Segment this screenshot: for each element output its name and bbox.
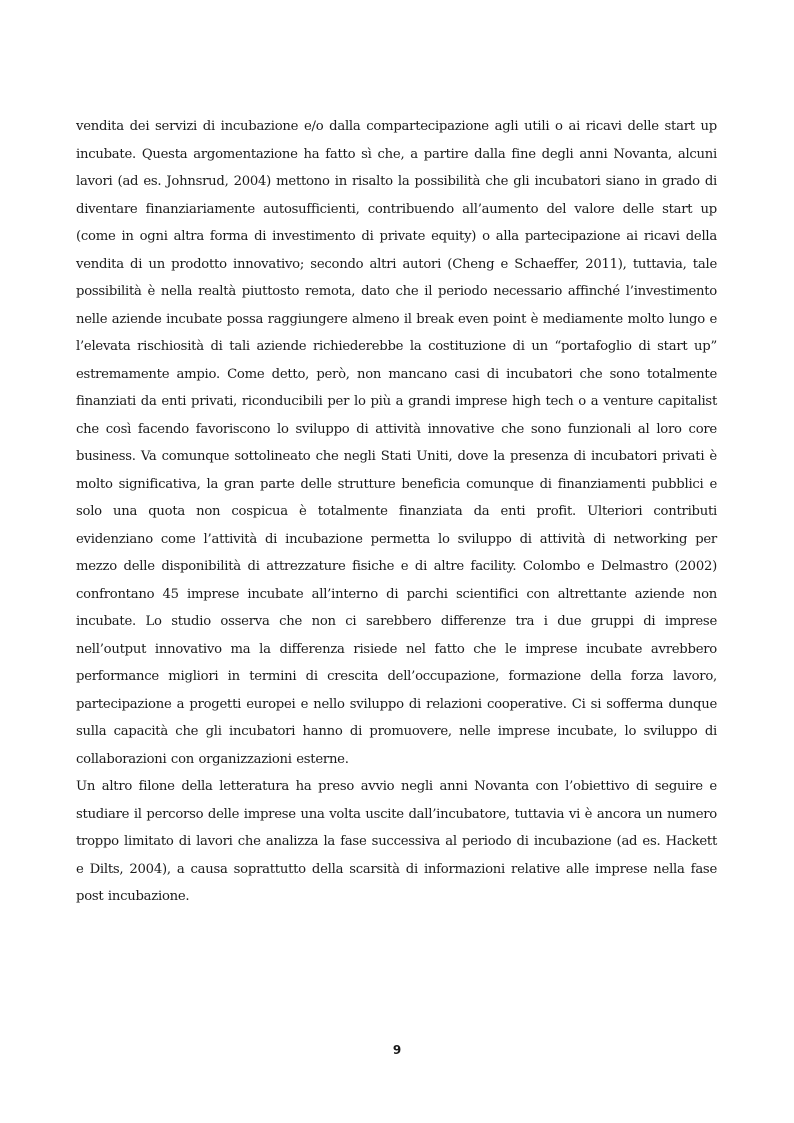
body-text bbox=[76, 113, 717, 911]
paragraph-incubator-funding: vendita dei servizi di incubazione e/o dalla compartecipazione agli utili o ai ricavi delle start up incubate. Questa argomentazione ha fatto sì che, a partire dalla fine degli anni Novanta, alcuni lavori (ad es. Johnsrud, 2004) mettono in risalto la possibilità che gli incubatori siano in grado di diventare finanziariamente autosufficienti, contribuendo all’aumento del valore delle start up (come in ogni altra forma di investimento di private equity) o alla partecipazione ai ricavi della vendita di un prodotto innovativo; secondo altri autori (Cheng e Schaeffer, 2011), tuttavia, tale possibilità è nella realtà piuttosto remota, dato che il periodo necessario affinché l’investimento nelle aziende incubate possa raggiungere almeno il break even point è mediamente molto lungo e l’elevata rischiosità di tali aziende richiederebbe la costituzione di un “portafoglio di start up” estremamente ampio. Come detto, però, non mancano casi di incubatori che sono totalmente finanziati da enti privati, riconducibili per lo più a grandi imprese high tech o a venture capitalist che così facendo favoriscono lo sviluppo di attività innovative che sono funzionali al loro core business. Va comunque sottolineato che negli Stati Uniti, dove la presenza di incubatori privati è molto significativa, la gran parte delle strutture beneficia comunque di finanziamenti pubblici e solo una quota non cospicua è totalmente finanziata da enti profit. Ulteriori contributi evidenziano come l’attività di incubazione permetta lo sviluppo di attività di networking per mezzo delle disponibilità di attrezzature fisiche e di altre facility. Colombo e Delmastro (2002) confrontano 45 imprese incubate all’interno di parchi scientifici con altrettante aziende non incubate. Lo studio osserva che non ci sarebbero differenze tra i due gruppi di imprese nell’output innovativo ma la differenza risiede nel fatto che le imprese incubate avrebbero performance migliori in termini di crescita dell’occupazione, formazione della forza lavoro, partecipazione a progetti europei e nello sviluppo di relazioni cooperative. Ci si sofferma dunque sulla capacità che gli incubatori hanno di promuovere, nelle imprese incubate, lo sviluppo di collaborazioni con organizzazioni esterne. bbox=[76, 119, 717, 767]
page-number: 9 bbox=[392, 1043, 402, 1057]
paragraph-post-incubation: Un altro filone della letteratura ha preso avvio negli anni Novanta con l’obiettivo di seguire e studiare il percorso delle imprese una volta uscite dall’incubatore, tuttavia vi è ancora un numero troppo limitato di lavori che analizza la fase successiva al periodo di incubazione (ad es. Hackett e Dilts, 2004), a causa soprattutto della scarsità di informazioni relative alle imprese nella fase post incubazione. bbox=[76, 779, 717, 904]
